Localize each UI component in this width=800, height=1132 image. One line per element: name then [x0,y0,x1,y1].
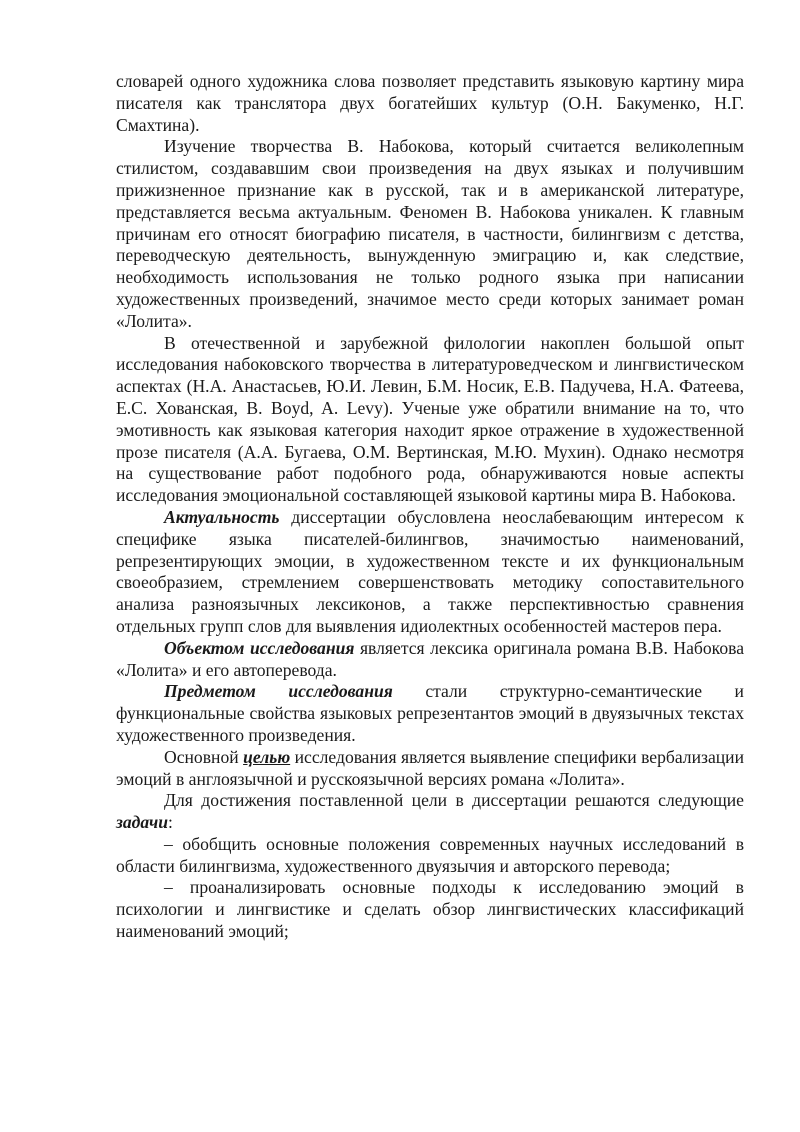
tasks-term: задачи [116,812,168,833]
paragraph-object [116,638,744,682]
paragraph-goal [116,747,744,791]
paragraph-subject [116,681,744,746]
object-term: Объектом исследования [164,637,355,658]
paragraph-relevance [116,507,744,638]
paragraph-research-background: В отечественной и зарубежной филологии накоплен большой опыт исследования набоковского творчества в литературоведческом и лингвистическом аспектах (Н.А. Анастасьев, Ю.И. Левин, Б.М. Носик, Е.В. Падучева, Н.А. Фатеева, Е.С. Хованская, B. Boyd, A. Levy). Ученые уже обратили внимание на то, что эмотивность как языковая категория находит яркое отражение в художественной прозе писателя (А.А. Бугаева, О.М. Вертинская, М.Ю. Мухин). Однако несмотря на существование работ подобного рода, обнаруживаются новые аспекты исследования эмоциональной составляющей языковой картины мира В. Набокова. [116,332,744,506]
subject-term: Предметом исследования [164,681,393,702]
paragraph-nabokov-study: Изучение творчества В. Набокова, который считается великолепным стилистом, создававшим свои произведения на двух языках и получившим прижизненное признание как в русской, так и в американской литературе, представляется весьма актуальным. Феномен В. Набокова уникален. К главным причинам его относят биографию писателя, в частности, билингвизм с детства, переводческую деятельность, вынужденную эмиграцию и, как следствие, необходимость использования не только родного языка при написании художественных произведений, значимое место среди которых занимает роман «Лолита». [116,136,744,331]
tasks-prefix: Для достижения поставленной цели в диссертации решаются следующие [164,790,744,811]
paragraph-tasks-intro [116,790,744,834]
paragraph-continuation: словарей одного художника слова позволяет представить языковую картину мира писателя как транслятора двух богатейших культур (О.Н. Бакуменко, Н.Г. Смахтина). [116,71,744,135]
relevance-text: диссертации обусловлена неослабевающим интересом к специфике языка писателей-билингвов, значимостью наименований, репрезентирующих эмоции, в художественном тексте и их функциональным своеобразием, стремлением совершенствовать методику сопоставительного анализа разноязычных лексиконов, а также перспективностью сравнения отдельных групп слов для выявления идиолектных особенностей мастеров пера. [116,506,744,636]
body-text [116,71,744,943]
subject-text: стали структурно-семантические и функциональные свойства языковых репрезентантов эмоций в двуязычных текстах художественного произведения. [116,681,744,745]
goal-text: исследования является выявление специфики вербализации эмоций в англоязычной и русскоязычной версиях романа «Лолита». [116,746,744,789]
goal-term: целью [243,746,291,767]
task-item: – проанализировать основные подходы к исследованию эмоций в психологии и лингвистике и сделать обзор лингвистических классификаций наименований эмоций; [116,877,744,942]
goal-prefix: Основной [164,746,244,767]
relevance-term: Актуальность [164,506,280,527]
tasks-colon: : [167,812,173,833]
object-text: является лексика оригинала романа В.В. Набокова «Лолита» и его автоперевода. [116,637,744,680]
task-item: – обобщить основные положения современных научных исследований в области билингвизма, художественного двуязычия и авторского перевода; [116,833,744,876]
